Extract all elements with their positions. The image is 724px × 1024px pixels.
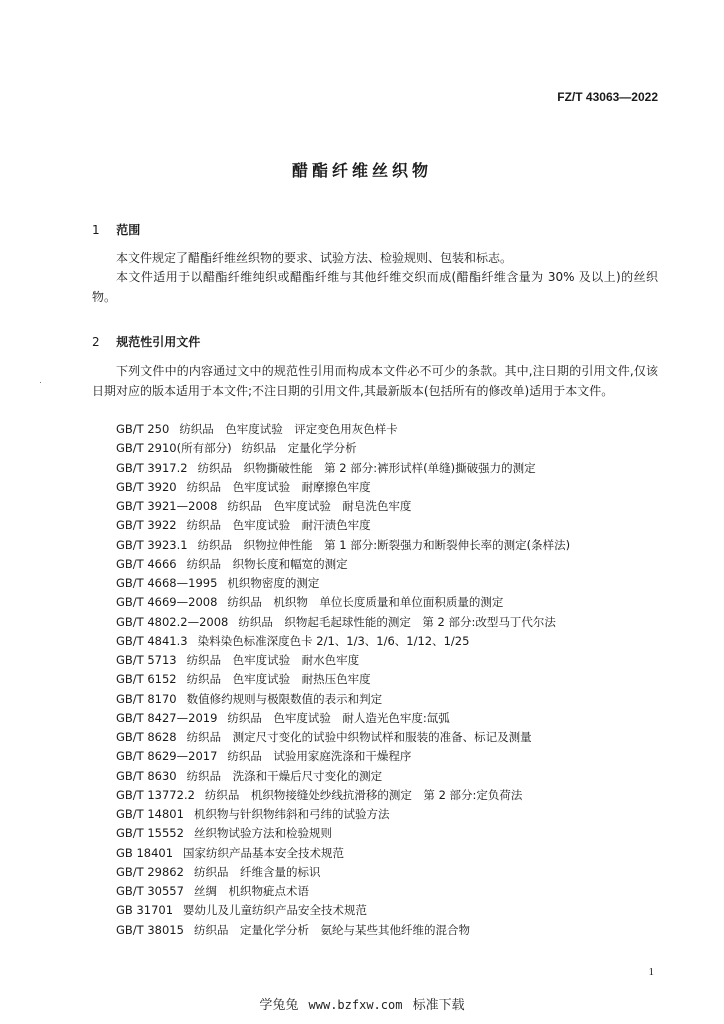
section-2-number: 2 — [92, 335, 100, 349]
reference-item — [116, 574, 676, 593]
reference-title: 纺织品 机织物 单位长度质量和单位面积质量的测定 — [227, 595, 504, 610]
reference-item — [116, 651, 676, 670]
reference-item — [116, 786, 676, 805]
reference-code: GB/T 3922 — [116, 518, 177, 533]
reference-item — [116, 709, 676, 728]
reference-title: 纺织品 色牢度试验 耐水色牢度 — [186, 653, 360, 667]
reference-code: GB/T 8630 — [116, 768, 177, 783]
reference-title: 国家纺织产品基本安全技术规范 — [183, 845, 345, 860]
section-2-title: 规范性引用文件 — [116, 335, 201, 349]
reference-code: GB/T 3917.2 — [116, 460, 188, 475]
page-number: 1 — [648, 966, 654, 978]
reference-item — [116, 593, 676, 612]
reference-title: 机织物密度的测定 — [227, 576, 320, 590]
reference-code: GB/T 4666 — [116, 556, 177, 571]
reference-code: GB/T 30557 — [116, 884, 184, 898]
footer-watermark — [0, 994, 724, 1013]
reference-title: 婴幼儿及儿童纺织产品安全技术规范 — [183, 903, 368, 918]
reference-item — [116, 863, 676, 882]
scope-paragraph-1: 本文件规定了醋酯纤维丝织物的要求、试验方法、检验规则、包装和标志。 — [116, 251, 513, 265]
reference-item — [116, 767, 676, 786]
reference-title: 机织物与针织物纬斜和弓纬的试验方法 — [193, 807, 390, 821]
reference-title: 纺织品 定量化学分析 氨纶与某些其他纤维的混合物 — [193, 922, 470, 937]
reference-code: GB/T 4802.2—2008 — [116, 614, 229, 629]
reference-item — [116, 844, 676, 863]
reference-item — [116, 555, 676, 574]
reference-code: GB/T 5713 — [116, 653, 177, 667]
section-1-heading — [92, 221, 140, 238]
reference-code: GB/T 15552 — [116, 826, 184, 841]
reference-title: 染料染色标准深度色卡 2/1、1/3、1/6、1/12、1/25 — [197, 633, 470, 648]
reference-code: GB 31701 — [116, 903, 174, 918]
reference-item — [116, 536, 676, 555]
reference-title: 纺织品 色牢度试验 耐汗渍色牢度 — [186, 518, 371, 533]
reference-title: 纺织品 测定尺寸变化的试验中织物试样和服装的准备、标记及测量 — [186, 730, 532, 744]
reference-title: 纺织品 色牢度试验 耐人造光色牢度:氙弧 — [227, 710, 450, 725]
reference-title: 纺织品 试验用家庭洗涤和干燥程序 — [227, 749, 412, 764]
reference-title: 纺织品 色牢度试验 评定变色用灰色样卡 — [179, 422, 398, 436]
reference-item — [116, 478, 676, 497]
reference-title: 纺织品 色牢度试验 耐皂洗色牢度 — [227, 499, 412, 513]
reference-item — [116, 882, 676, 901]
reference-item — [116, 439, 676, 458]
reference-code: GB/T 4841.3 — [116, 633, 188, 648]
reference-code: GB/T 8629—2017 — [116, 749, 218, 764]
scope-paragraph-2: 本文件适用于以醋酯纤维纯织或醋酯纤维与其他纤维交织而成(醋酯纤维含量为 30% 及以上)的丝织物。 — [92, 270, 658, 304]
reference-item — [116, 459, 676, 478]
reference-item — [116, 632, 676, 651]
reference-title: 纺织品 纤维含量的标识 — [193, 864, 321, 879]
reference-list — [116, 420, 676, 940]
footer-site-name: 学兔兔 — [259, 998, 299, 1013]
reference-code: GB/T 13772.2 — [116, 787, 195, 802]
reference-item — [116, 921, 676, 940]
reference-code: GB/T 4669—2008 — [116, 595, 218, 610]
reference-title: 纺织品 织物长度和幅宽的测定 — [186, 556, 348, 571]
footer-url[interactable]: www.bzfxw.com — [308, 998, 403, 1012]
reference-title: 纺织品 洗涤和干燥后尺寸变化的测定 — [186, 768, 383, 783]
reference-code: GB 18401 — [116, 845, 174, 860]
reference-item — [116, 516, 676, 535]
reference-item — [116, 805, 676, 824]
reference-item — [116, 824, 676, 843]
reference-code: GB/T 8170 — [116, 691, 177, 706]
margin-mark — [40, 382, 41, 383]
reference-title: 数值修约规则与极限数值的表示和判定 — [186, 691, 383, 706]
reference-title: 纺织品 色牢度试验 耐热压色牢度 — [186, 672, 371, 687]
reference-code: GB/T 250 — [116, 422, 170, 436]
reference-code: GB/T 3923.1 — [116, 537, 188, 552]
reference-title: 纺织品 机织物接缝处纱线抗滑移的测定 第 2 部分:定负荷法 — [204, 787, 523, 802]
reference-item — [116, 613, 676, 632]
section-2-heading — [92, 333, 200, 350]
reference-code: GB/T 6152 — [116, 672, 177, 687]
reference-code: GB/T 4668—1995 — [116, 576, 218, 590]
reference-item — [116, 901, 676, 920]
reference-title: 纺织品 色牢度试验 耐摩擦色牢度 — [186, 479, 371, 494]
reference-title: 丝绸 机织物疵点术语 — [193, 884, 309, 898]
reference-code: GB/T 2910(所有部分) — [116, 441, 232, 456]
standard-code: FZ/T 43063—2022 — [557, 90, 658, 104]
reference-code: GB/T 29862 — [116, 864, 184, 879]
references-intro: 下列文件中的内容通过文中的规范性引用而构成本文件必不可少的条款。其中,注日期的引用文件,仅该日期对应的版本适用于本文件;不注日期的引用文件,其最新版本(包括所有的修改单)适用于本文件。 — [92, 364, 658, 398]
section-1-number: 1 — [92, 223, 100, 237]
reference-title: 丝织物试验方法和检验规则 — [193, 826, 332, 841]
reference-item — [116, 690, 676, 709]
footer-tagline: 标准下载 — [412, 998, 465, 1013]
reference-code: GB/T 8628 — [116, 730, 177, 744]
reference-title: 纺织品 定量化学分析 — [241, 441, 357, 456]
reference-title: 纺织品 织物起毛起球性能的测定 第 2 部分:改型马丁代尔法 — [238, 614, 556, 629]
reference-item — [116, 497, 676, 516]
reference-title: 纺织品 织物拉伸性能 第 1 部分:断裂强力和断裂伸长率的测定(条样法) — [197, 537, 571, 552]
reference-title: 纺织品 织物撕破性能 第 2 部分:裤形试样(单缝)撕破强力的测定 — [197, 460, 536, 475]
document-title: 醋酯纤维丝织物 — [291, 161, 432, 180]
section-1-title: 范围 — [116, 223, 141, 237]
reference-item — [116, 420, 676, 439]
reference-code: GB/T 8427—2019 — [116, 710, 218, 725]
reference-code: GB/T 38015 — [116, 922, 184, 937]
reference-item — [116, 670, 676, 689]
reference-code: GB/T 3921—2008 — [116, 499, 218, 513]
reference-code: GB/T 14801 — [116, 807, 184, 821]
reference-item — [116, 747, 676, 766]
reference-item — [116, 728, 676, 747]
reference-code: GB/T 3920 — [116, 479, 177, 494]
